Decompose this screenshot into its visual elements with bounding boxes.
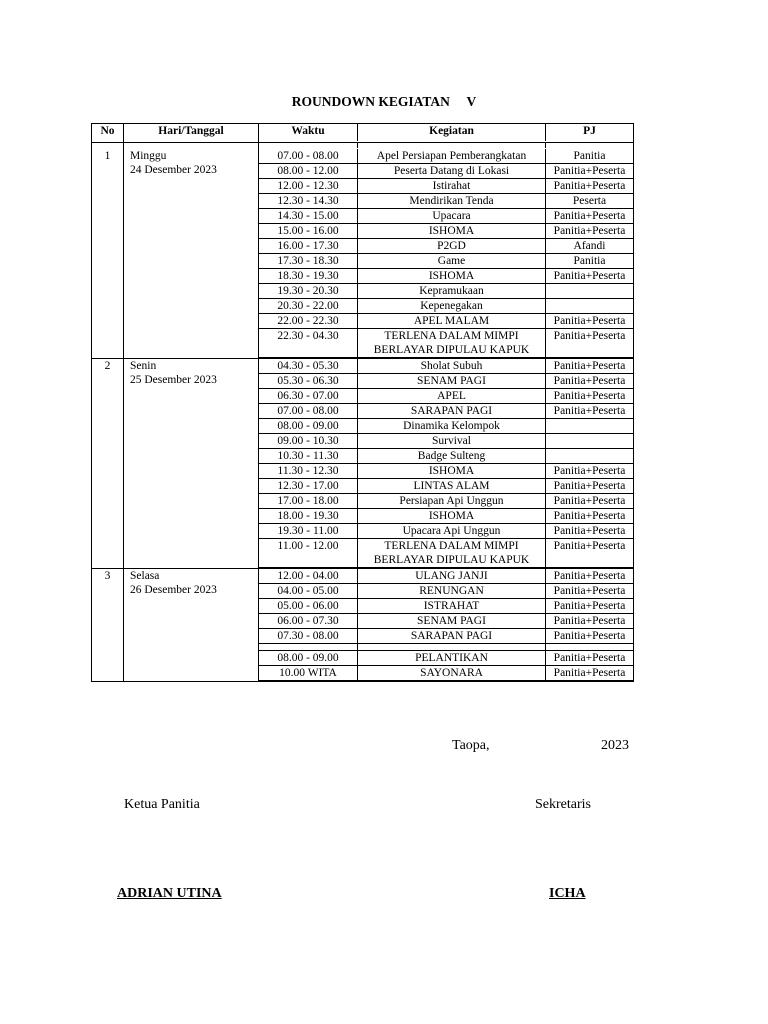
pic-cell: Panitia+Peserta: [546, 569, 634, 584]
pic-cell: Panitia+Peserta: [546, 209, 634, 224]
time-cell: 18.00 - 19.30: [259, 509, 358, 524]
table-row: [259, 629, 633, 644]
table-row: [259, 239, 633, 254]
name-chairman: ADRIAN UTINA: [117, 886, 222, 901]
day-activities: [259, 149, 634, 359]
pic-cell: Panitia+Peserta: [546, 509, 634, 524]
time-cell: 15.00 - 16.00: [259, 224, 358, 239]
time-cell: 05.30 - 06.30: [259, 374, 358, 389]
time-cell: 22.30 - 04.30: [259, 329, 358, 358]
pic-cell: Panitia+Peserta: [546, 269, 634, 284]
activity-cell: Persiapan Api Unggun: [358, 494, 546, 509]
pic-cell: Panitia+Peserta: [546, 179, 634, 194]
day-number: 3: [92, 569, 124, 682]
activity-cell: Survival: [358, 434, 546, 449]
pic-cell: Panitia+Peserta: [546, 164, 634, 179]
time-cell: 11.30 - 12.30: [259, 464, 358, 479]
table-row: [259, 464, 633, 479]
table-row: [259, 254, 633, 269]
table-row: [259, 179, 633, 194]
time-cell: 17.00 - 18.00: [259, 494, 358, 509]
table-row: [259, 374, 633, 389]
table-row: [259, 209, 633, 224]
table-row: [259, 284, 633, 299]
time-cell: 12.30 - 14.30: [259, 194, 358, 209]
time-cell: 06.30 - 07.00: [259, 389, 358, 404]
time-cell: 22.00 - 22.30: [259, 314, 358, 329]
activity-cell: SENAM PAGI: [358, 374, 546, 389]
activity-cell: SARAPAN PAGI: [358, 404, 546, 419]
time-cell: 08.00 - 09.00: [259, 419, 358, 434]
activity-cell: Sholat Subuh: [358, 359, 546, 374]
day-date: 25 Desember 2023: [130, 374, 217, 386]
pic-cell: Panitia+Peserta: [546, 599, 634, 614]
time-cell: 12.00 - 04.00: [259, 569, 358, 584]
time-cell: 14.30 - 15.00: [259, 209, 358, 224]
pic-cell: [546, 419, 634, 434]
table-row: [259, 434, 633, 449]
day-activities: [259, 359, 634, 569]
pic-cell: Panitia+Peserta: [546, 629, 634, 644]
time-cell: 18.30 - 19.30: [259, 269, 358, 284]
table-row: [259, 494, 633, 509]
pic-cell: Panitia+Peserta: [546, 224, 634, 239]
day-name: Senin: [130, 360, 157, 372]
table-row: [259, 404, 633, 419]
day-activities: [259, 569, 634, 682]
table-row: [259, 419, 633, 434]
pic-cell: Panitia+Peserta: [546, 494, 634, 509]
activity-cell: ISHOMA: [358, 269, 546, 284]
table-row: [259, 224, 633, 239]
pic-cell: Panitia+Peserta: [546, 314, 634, 329]
activity-cell: SARAPAN PAGI: [358, 629, 546, 644]
time-cell: 05.00 - 06.00: [259, 599, 358, 614]
header-no: No: [92, 124, 124, 143]
table-row: [259, 164, 633, 179]
activity-cell: Istirahat: [358, 179, 546, 194]
time-cell: 12.30 - 17.00: [259, 479, 358, 494]
table-row: [259, 149, 633, 164]
pic-cell: [546, 434, 634, 449]
time-cell: 11.00 - 12.00: [259, 539, 358, 568]
time-cell: 19.30 - 20.30: [259, 284, 358, 299]
activity-list: [259, 569, 633, 681]
activity-cell: Upacara: [358, 209, 546, 224]
table-row: [259, 449, 633, 464]
activity-cell: Kepramukaan: [358, 284, 546, 299]
pic-cell: Panitia: [546, 254, 634, 269]
activity-cell: SENAM PAGI: [358, 614, 546, 629]
pic-cell: Panitia+Peserta: [546, 539, 634, 568]
time-cell: 04.30 - 05.30: [259, 359, 358, 374]
activity-cell: Dinamika Kelompok: [358, 419, 546, 434]
table-row: [259, 194, 633, 209]
activity-cell: SAYONARA: [358, 666, 546, 681]
name-secretary: ICHA: [549, 886, 586, 901]
activity-cell: Apel Persiapan Pemberangkatan: [358, 149, 546, 164]
header-activity: Kegiatan: [358, 124, 546, 141]
activity-cell: PELANTIKAN: [358, 651, 546, 666]
table-row: [259, 269, 633, 284]
activity-cell: RENUNGAN: [358, 584, 546, 599]
day-date: 26 Desember 2023: [130, 584, 217, 596]
table-row: [259, 584, 633, 599]
activity-cell: APEL: [358, 389, 546, 404]
day-date: 24 Desember 2023: [130, 164, 217, 176]
activity-cell: Mendirikan Tenda: [358, 194, 546, 209]
time-cell: 10.00 WITA: [259, 666, 358, 681]
table-row: [259, 329, 633, 358]
time-cell: 20.30 - 22.00: [259, 299, 358, 314]
activity-cell: APEL MALAM: [358, 314, 546, 329]
day-number: 1: [92, 149, 124, 359]
activity-cell: Kepenegakan: [358, 299, 546, 314]
pic-cell: Panitia+Peserta: [546, 374, 634, 389]
activity-cell: Upacara Api Unggun: [358, 524, 546, 539]
pic-cell: Panitia: [546, 149, 634, 164]
activity-cell: Game: [358, 254, 546, 269]
pic-cell: Panitia+Peserta: [546, 666, 634, 681]
day-group: [92, 359, 634, 569]
pic-cell: [546, 284, 634, 299]
day-name: Selasa: [130, 570, 160, 582]
activity-cell: ISHOMA: [358, 509, 546, 524]
role-secretary: Sekretaris: [535, 797, 591, 812]
activity-cell: P2GD: [358, 239, 546, 254]
time-cell: 06.00 - 07.30: [259, 614, 358, 629]
time-cell: 17.30 - 18.30: [259, 254, 358, 269]
table-row: [259, 299, 633, 314]
pic-cell: [546, 299, 634, 314]
time-cell: 04.00 - 05.00: [259, 584, 358, 599]
header-inner: [259, 124, 633, 141]
time-cell: 16.00 - 17.30: [259, 239, 358, 254]
activity-cell: TERLENA DALAM MIMPI BERLAYAR DIPULAU KAPUK: [358, 329, 546, 358]
activity-cell: Badge Sulteng: [358, 449, 546, 464]
table-row: [259, 666, 633, 681]
table-row: [259, 389, 633, 404]
activity-cell: ISHOMA: [358, 464, 546, 479]
table-row: [259, 614, 633, 629]
activity-cell: ISHOMA: [358, 224, 546, 239]
table-row: [259, 539, 633, 568]
activity-cell: LINTAS ALAM: [358, 479, 546, 494]
time-cell: 10.30 - 11.30: [259, 449, 358, 464]
table-row: [259, 479, 633, 494]
time-cell: 08.00 - 09.00: [259, 651, 358, 666]
table-row: [259, 651, 633, 666]
time-cell: 19.30 - 11.00: [259, 524, 358, 539]
activity-list: [259, 149, 633, 358]
schedule-body: [92, 143, 634, 682]
schedule-table: [91, 123, 634, 682]
row-spacer: [259, 644, 633, 651]
table-row: [259, 569, 633, 584]
pic-cell: Panitia+Peserta: [546, 584, 634, 599]
activity-list: [259, 359, 633, 568]
table-row: [259, 524, 633, 539]
pic-cell: Panitia+Peserta: [546, 389, 634, 404]
pic-cell: Panitia+Peserta: [546, 524, 634, 539]
pic-cell: Panitia+Peserta: [546, 359, 634, 374]
pic-cell: Peserta: [546, 194, 634, 209]
activity-cell: Peserta Datang di Lokasi: [358, 164, 546, 179]
header-time: Waktu: [259, 124, 358, 141]
activity-cell: ISTRAHAT: [358, 599, 546, 614]
pic-cell: Afandi: [546, 239, 634, 254]
signature-year: 2023: [601, 738, 629, 753]
time-cell: 12.00 - 12.30: [259, 179, 358, 194]
activity-cell: ULANG JANJI: [358, 569, 546, 584]
table-header-row: [92, 124, 634, 143]
pic-cell: Panitia+Peserta: [546, 614, 634, 629]
pic-cell: Panitia+Peserta: [546, 651, 634, 666]
day-cell: [124, 569, 259, 682]
activity-cell: TERLENA DALAM MIMPI BERLAYAR DIPULAU KAPUK: [358, 539, 546, 568]
time-cell: 07.00 - 08.00: [259, 149, 358, 164]
pic-cell: Panitia+Peserta: [546, 464, 634, 479]
header-pic: PJ: [583, 125, 596, 137]
role-chairman: Ketua Panitia: [124, 797, 200, 812]
day-name: Minggu: [130, 150, 167, 162]
day-cell: [124, 359, 259, 569]
pic-cell: Panitia+Peserta: [546, 329, 634, 358]
time-cell: 07.30 - 08.00: [259, 629, 358, 644]
document-title: ROUNDOWN KEGIATAN V: [291, 94, 477, 109]
signature-place: Taopa,: [452, 738, 490, 753]
time-cell: 09.00 - 10.30: [259, 434, 358, 449]
table-row: [259, 509, 633, 524]
table-row: [259, 359, 633, 374]
day-group: [92, 569, 634, 682]
day-cell: [124, 149, 259, 359]
time-cell: 07.00 - 08.00: [259, 404, 358, 419]
header-day: Hari/Tanggal: [124, 124, 259, 143]
day-number: 2: [92, 359, 124, 569]
table-row: [259, 599, 633, 614]
time-cell: 08.00 - 12.00: [259, 164, 358, 179]
day-group: [92, 149, 634, 359]
table-row: [259, 314, 633, 329]
pic-cell: Panitia+Peserta: [546, 479, 634, 494]
pic-cell: [546, 449, 634, 464]
pic-cell: Panitia+Peserta: [546, 404, 634, 419]
header-group: [259, 124, 634, 143]
